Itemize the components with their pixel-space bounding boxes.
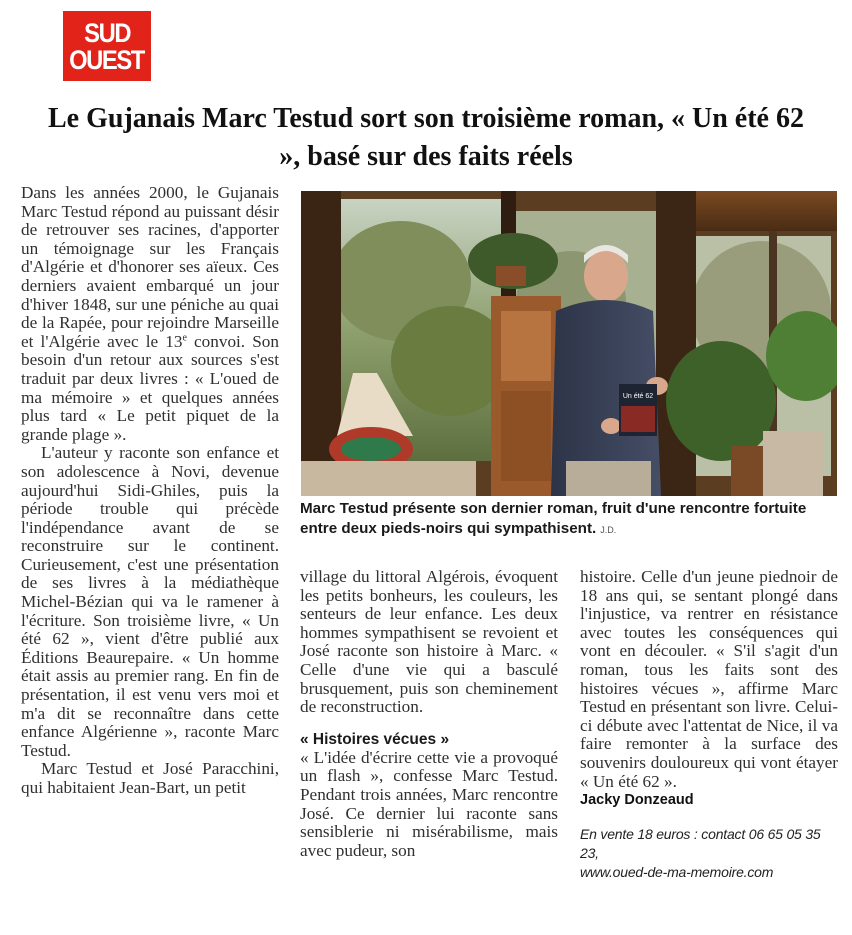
article-headline: Le Gujanais Marc Testud sort son troisième roman, « Un été 62 », basé sur des faits réels xyxy=(48,103,804,172)
paragraph: « L'idée d'écrire cette vie a provoqué un flash », confesse Marc Testud. Pendant trois années, Marc rencontre José. Ce dernier lui raconte sans sensiblerie ni misérabilisme, mais avec pudeur, son xyxy=(300,747,558,860)
sale-info xyxy=(580,825,838,882)
paragraph: Dans les années 2000, le Gujanais Marc Testud répond au puissant désir de retrouver ses racines, d'apporter un témoignage sur les Français d'Algérie et d'honorer ses aïeux. Ces derniers avaient embarqué un jour d'hiver 1848, sur une péniche au quai de la Rapée, pour rejoindre Marseille et l'Algérie avec le 13e convoi. Son besoin d'un retour aux sources s'est traduit par deux livres : « L'oued de ma mémoire » et quelques années plus tard « Le petit piquet de la grande plage ». xyxy=(21,183,279,444)
photo-caption: Marc Testud présente son dernier roman, fruit d'une rencontre fortuite entre deux pieds-noirs qui sympathisent. J.D. xyxy=(300,500,807,537)
section-subheading: « Histoires vécues » xyxy=(300,730,450,748)
photo-credit: J.D. xyxy=(600,525,617,535)
article-column-3 xyxy=(580,568,838,882)
sud-ouest-logo xyxy=(63,11,151,81)
author-byline: Jacky Donzeaud xyxy=(580,792,694,809)
paragraph: histoire. Celle d'un jeune piednoir de 18 ans qui, se sentant plongé dans l'injustice, va rentrer en résistance avec toutes les conséquences qui vont en découler. « S'il s'agit d'un roman, tous les faits sont des histoires vécues », affirme Marc Testud en présentant son livre. Celui-ci débute avec l'attentat de Nice, il va faire remonter à la surface des souvenirs douloureux qui vont étayer « Un été 62 ». xyxy=(580,567,838,791)
sale-website: www.oued-de-ma-memoire.com xyxy=(580,864,774,881)
article-photo xyxy=(301,191,837,496)
logo-line-1: SUD xyxy=(84,18,130,48)
paragraph: L'auteur y raconte son enfance et son adolescence à Novi, devenue aujourd'hui Sidi-Ghiles, puis la période trouble qui précède l'indépendance avant de se reconstruire sur le continent. Curieusement, c'est une présentation de ses livres à la médiathèque Michel-Bézian qui va le ramener à l'écriture. Son troisième livre, « Un été 62 », vient d'être publié aux Éditions Beaurepaire. « Un homme était assis au premier rang. En fin de présentation, il est venu vers moi et m'a dit se reconnaître dans cette enfance Algérienne », raconte Marc Testud. xyxy=(21,443,279,760)
sale-contact: En vente 18 euros : contact 06 65 05 35 23, xyxy=(580,826,821,862)
article-column-2 xyxy=(300,568,558,860)
paragraph: Marc Testud et José Paracchini, qui habitaient Jean-Bart, un petit xyxy=(21,759,279,797)
photo-illustration xyxy=(301,191,837,496)
paragraph: village du littoral Algérois, évoquent les petits bonheurs, les couleurs, les senteurs de leur enfance. Les deux hommes sympathisent se revoient et José raconte son histoire à Marc. « Celle d'une vie qui a basculé brusquement, puis son cheminement de reconstruction. xyxy=(300,567,558,717)
article-column-1 xyxy=(21,184,279,798)
logo-line-2: OUEST xyxy=(69,45,145,75)
book-title: Un été 62 xyxy=(622,393,654,400)
